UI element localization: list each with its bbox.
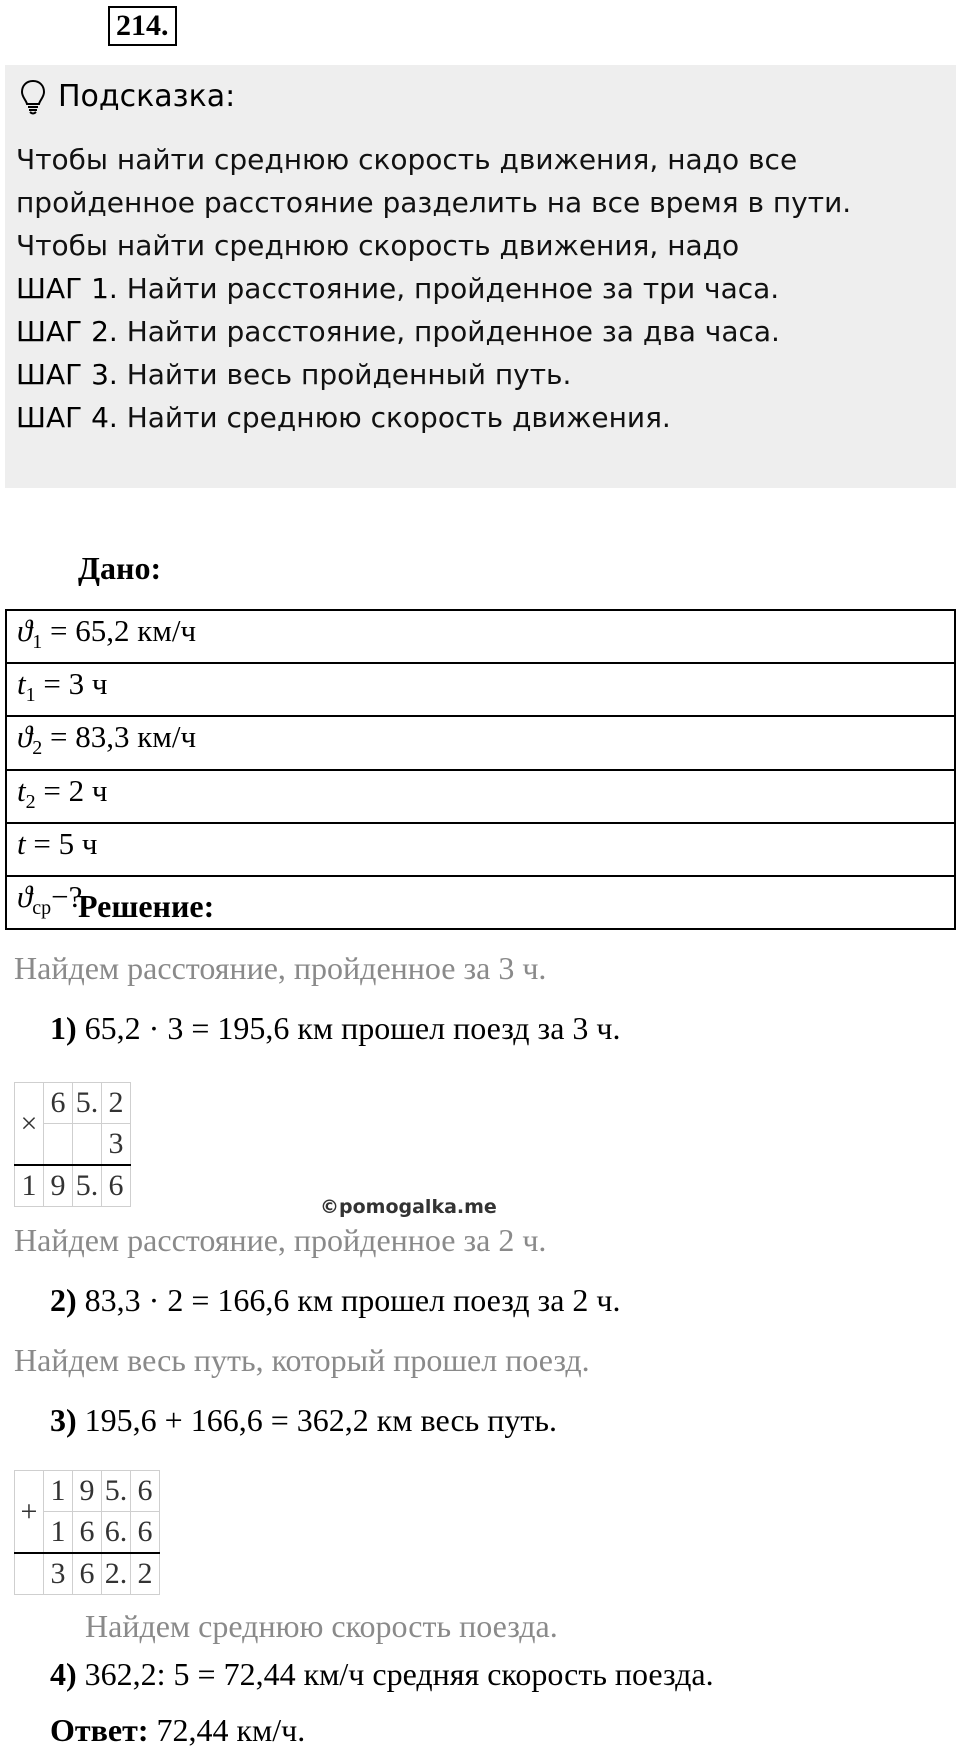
solution-step-4: 4) 362,2: 5 = 72,44 км/ч средняя скорость поезда. [50,1656,714,1692]
solution-note-4: Найдем среднюю скорость поезда. [85,1608,558,1644]
given-table [5,609,956,930]
addition-grid: + 1 9 5. 6 1 6 6. 6 3 6 2. 2 [14,1470,160,1595]
task-number: 214. [108,6,177,46]
given-row: $t_1 = 3$ ч [6,663,955,716]
solution-note-1: Найдем расстояние, пройденное за 3 ч. [14,950,547,986]
given-row: $ϑ_{ср}-$? [6,876,955,929]
given-title: Дано: [78,550,162,586]
plus-sign: + [15,1471,44,1554]
given-row: $t_2 = 2$ ч [6,770,955,823]
lightbulb-icon [20,79,46,115]
solution-step-2: 2) 83,3 · 2 = 166,6 км прошел поезд за 2 ч. [50,1282,621,1318]
hint-step-4: ШАГ 4. Найти среднюю скорость движения. [16,401,671,434]
solution-step-1: 1) 65,2 · 3 = 195,6 км прошел поезд за 3 ч. [50,1010,621,1046]
hint-step-1: ШАГ 1. Найти расстояние, пройденное за три часа. [16,272,780,305]
hint-title-text: Подсказка: [58,79,236,114]
hint-line: Чтобы найти среднюю скорость движения, надо все [16,143,798,176]
hint-line: Чтобы найти среднюю скорость движения, надо [16,229,740,262]
given-row: t = 5 ч [6,823,955,876]
hint-step-3: ШАГ 3. Найти весь пройденный путь. [16,358,572,391]
hint-title [20,78,235,116]
multiply-sign: × [15,1083,44,1166]
answer: Ответ: 72,44 км/ч. [50,1712,306,1748]
multiplication-grid: × 6 5. 2 3 1 9 5. 6 [14,1082,131,1207]
solution-note-2: Найдем расстояние, пройденное за 2 ч. [14,1222,547,1258]
hint-line: пройденное расстояние разделить на все время в пути. [16,186,852,219]
solution-note-3: Найдем весь путь, который прошел поезд. [14,1342,590,1378]
hint-step-2: ШАГ 2. Найти расстояние, пройденное за два часа. [16,315,780,348]
solution-step-3: 3) 195,6 + 166,6 = 362,2 км весь путь. [50,1402,557,1438]
watermark: ©pomogalka.me [320,1196,497,1218]
given-row: $ϑ_1 = 65,2$ км/ч [6,610,955,663]
given-row: $ϑ_2 = 83,3$ км/ч [6,716,955,769]
solution-title: Решение: [78,888,215,924]
